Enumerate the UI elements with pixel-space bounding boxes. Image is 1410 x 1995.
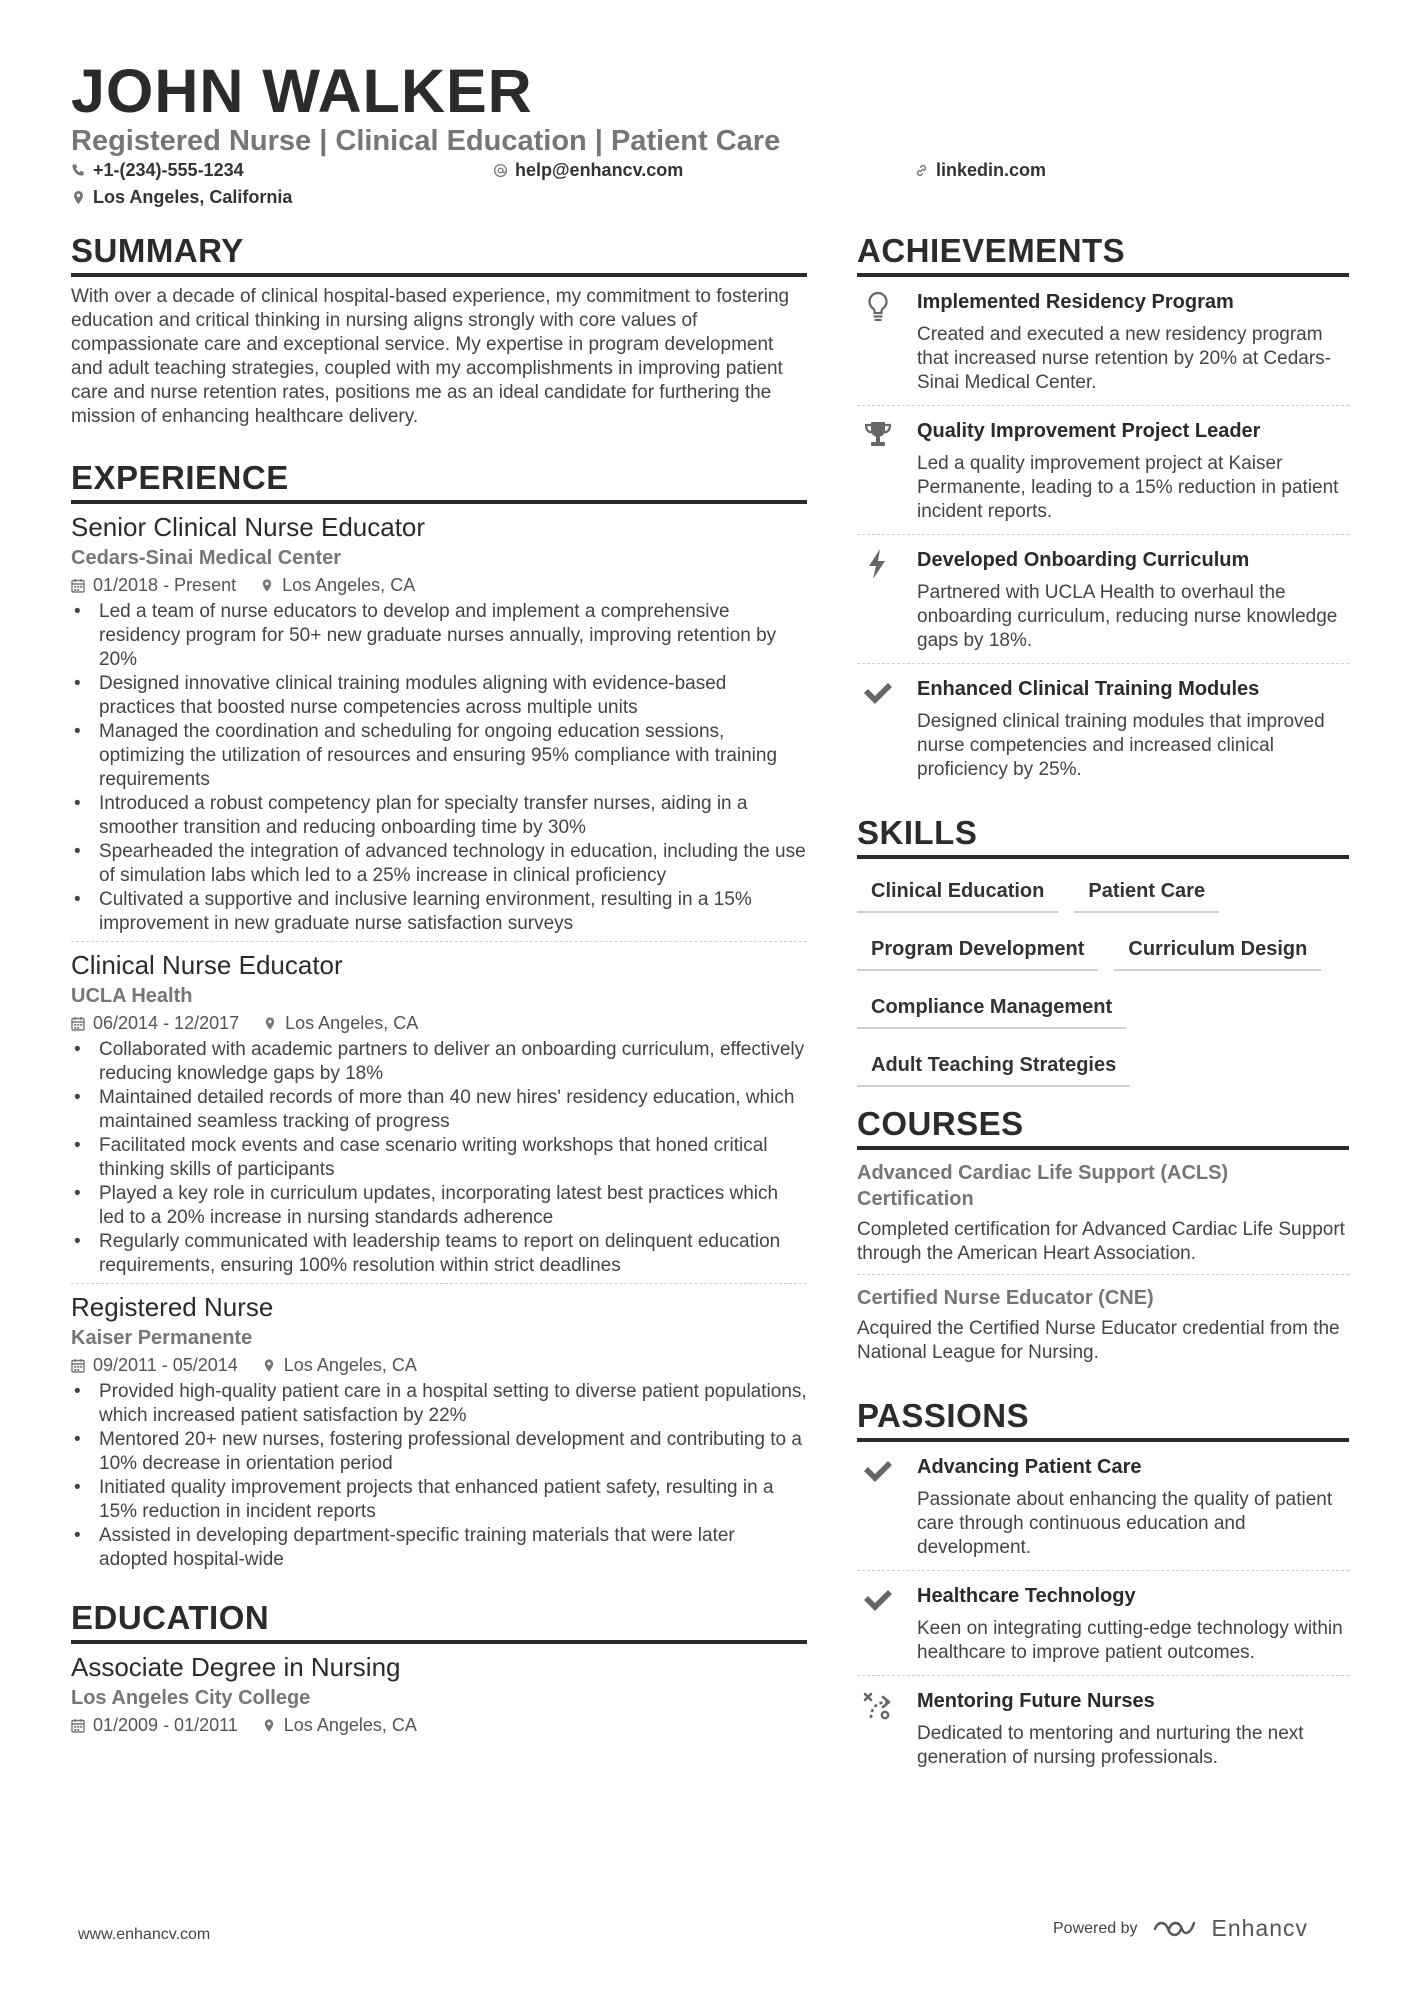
- lightning-icon: [861, 547, 895, 581]
- achievement-body: [917, 418, 1349, 524]
- headline: Registered Nurse | Clinical Education | Patient Care: [71, 125, 781, 157]
- job-dates-text: 09/2011 - 05/2014: [93, 1355, 238, 1375]
- checkmark-icon: [861, 1454, 895, 1488]
- company-name: Cedars-Sinai Medical Center: [71, 547, 342, 569]
- skills-heading: SKILLS: [857, 812, 1349, 859]
- course-description: Completed certification for Advanced Cardiac Life Support through the American Heart Association.: [857, 1219, 1345, 1264]
- contact-linkedin: [914, 159, 1046, 181]
- phone-icon: [71, 163, 86, 178]
- checkmark-icon: [861, 676, 895, 710]
- achievement-title: Quality Improvement Project Leader: [917, 420, 1261, 442]
- location-pin-icon: [262, 1718, 276, 1733]
- bullet-item: • Played a key role in curriculum updates, incorporating latest best practices which led to a 20% increase in nursing standards adherence: [71, 1182, 807, 1230]
- job-dates-text: 01/2018 - Present: [93, 575, 237, 595]
- calendar-icon: [71, 1016, 85, 1031]
- passion-description: Keen on integrating cutting-edge technology within healthcare to improve patient outcomes.: [917, 1618, 1343, 1663]
- achievements-list: [857, 277, 1349, 792]
- passion-icon-wrap: [857, 1454, 917, 1560]
- skill-tag: Compliance Management: [857, 985, 1126, 1029]
- education-location: [262, 1712, 417, 1738]
- bullet-item: • Spearheaded the integration of advanced technology in education, including the use of simulation labs which led to a 25% increase in clinical proficiency: [71, 840, 807, 888]
- course-item: [857, 1150, 1349, 1275]
- achievement-body: [917, 547, 1349, 653]
- linkedin-text[interactable]: linkedin.com: [936, 160, 1047, 180]
- passion-title: Healthcare Technology: [917, 1585, 1136, 1607]
- company-name: Kaiser Permanente: [71, 1327, 253, 1349]
- right-column: [857, 230, 1349, 1780]
- location-pin-icon: [71, 190, 86, 205]
- bullet-item: • Maintained detailed records of more than 40 new hires' residency education, which maintained seamless tracking of progress: [71, 1086, 807, 1134]
- passion-item: [857, 1442, 1349, 1571]
- job-location-text: Los Angeles, CA: [285, 1013, 419, 1033]
- passion-body: [917, 1688, 1349, 1770]
- education-dates-text: 01/2009 - 01/2011: [93, 1715, 238, 1735]
- job-bullets: [71, 1380, 807, 1572]
- bullet-item: • Led a team of nurse educators to develop and implement a comprehensive residency program for 50+ new graduate nurses annually, improving retention by 20%: [71, 600, 807, 672]
- passion-icon-wrap: [857, 1688, 917, 1770]
- job-dates: [71, 572, 236, 598]
- contact-phone: [71, 159, 244, 181]
- location-pin-icon: [262, 1358, 276, 1373]
- education-heading: EDUCATION: [71, 1597, 807, 1644]
- achievement-item: [857, 406, 1349, 535]
- job-dates: [71, 1352, 238, 1378]
- contact-location: [71, 186, 292, 208]
- passions-heading: PASSIONS: [857, 1395, 1349, 1442]
- passion-item: [857, 1571, 1349, 1676]
- bullet-item: • Regularly communicated with leadership teams to report on delinquent education requirements, ensuring 100% resolution within strict deadlines: [71, 1230, 807, 1278]
- courses-list: [857, 1150, 1349, 1373]
- achievement-description: Designed clinical training modules that improved nurse competencies and increased clinical proficiency by 25%.: [917, 711, 1325, 780]
- courses-heading: COURSES: [857, 1103, 1349, 1150]
- passion-body: [917, 1454, 1349, 1560]
- powered-by-label: Powered by: [1053, 1919, 1138, 1937]
- job-title: Senior Clinical Nurse Educator: [71, 512, 426, 542]
- experience-heading: EXPERIENCE: [71, 457, 807, 504]
- achievement-icon-wrap: [857, 289, 917, 395]
- link-icon: [914, 163, 929, 178]
- candidate-name: JOHN WALKER: [71, 57, 533, 125]
- brand-name: Enhancv: [1211, 1915, 1309, 1941]
- phone-text[interactable]: +1-(234)-555-1234: [93, 160, 244, 180]
- education-meta: [71, 1712, 807, 1738]
- education-entry: [71, 1644, 807, 1743]
- calendar-icon: [71, 578, 85, 593]
- calendar-icon: [71, 1358, 85, 1373]
- location-pin-icon: [263, 1016, 277, 1031]
- education-location-text: Los Angeles, CA: [283, 1715, 417, 1735]
- achievement-item: [857, 535, 1349, 664]
- bullet-item: • Cultivated a supportive and inclusive learning environment, resulting in a 15% improvement in new graduate nurse satisfaction surveys: [71, 888, 807, 936]
- company-name: UCLA Health: [71, 985, 193, 1007]
- course-item: [857, 1275, 1349, 1373]
- at-icon: [493, 163, 508, 178]
- achievement-description: Created and executed a new residency program that increased nurse retention by 20% at Cedars-Sinai Medical Center.: [917, 324, 1332, 393]
- contact-email: [493, 159, 683, 181]
- location-pin-icon: [260, 578, 274, 593]
- job-location: [263, 1010, 418, 1036]
- bullet-item: • Provided high-quality patient care in a hospital setting to diverse patient populations, which increased patient satisfaction by 22%: [71, 1380, 807, 1428]
- job-title: Registered Nurse: [71, 1292, 274, 1322]
- course-title: Certified Nurse Educator (CNE): [857, 1287, 1154, 1309]
- job-dates: [71, 1010, 239, 1036]
- bullet-item: • Managed the coordination and scheduling for ongoing education sessions, optimizing the utilization of resources and ensuring 95% compliance with training requirements: [71, 720, 807, 792]
- checkmark-icon: [861, 1583, 895, 1617]
- job-dates-text: 06/2014 - 12/2017: [93, 1013, 240, 1033]
- achievement-icon-wrap: [857, 547, 917, 653]
- education-dates: [71, 1712, 238, 1738]
- achievement-icon-wrap: [857, 676, 917, 782]
- job-location: [260, 572, 415, 598]
- achievements-heading: ACHIEVEMENTS: [857, 230, 1349, 277]
- lightbulb-icon: [861, 289, 895, 323]
- achievement-icon-wrap: [857, 418, 917, 524]
- bullet-item: • Mentored 20+ new nurses, fostering professional development and contributing to a 10% decrease in orientation period: [71, 1428, 807, 1476]
- passion-icon-wrap: [857, 1583, 917, 1665]
- bullet-item: • Assisted in developing department-specific training materials that were later adopted hospital-wide: [71, 1524, 807, 1572]
- passion-description: Passionate about enhancing the quality of patient care through continuous education and development.: [917, 1489, 1333, 1558]
- passion-description: Dedicated to mentoring and nurturing the next generation of nursing professionals.: [917, 1723, 1304, 1768]
- summary-text: With over a decade of clinical hospital-based experience, my commitment to fostering education and critical thinking in nursing aligns strongly with core values of compassionate care and exceptional service. My expertise in program development and adult teaching strategies, coupled with my accomplishments in improving patient care and nurse retention rates, positions me as an ideal candidate for furthering the mission of enhancing healthcare delivery.: [71, 286, 790, 427]
- trophy-icon: [861, 418, 895, 452]
- calendar-icon: [71, 1718, 85, 1733]
- school: Los Angeles City College: [71, 1687, 311, 1709]
- bullet-item: • Facilitated mock events and case scenario writing workshops that honed critical thinking skills of participants: [71, 1134, 807, 1182]
- enhancv-logo-icon: [1152, 1917, 1198, 1941]
- passion-title: Advancing Patient Care: [917, 1456, 1142, 1478]
- job-meta: [71, 1010, 807, 1036]
- footer-branding: [1053, 1915, 1308, 1942]
- passions-list: [857, 1442, 1349, 1780]
- degree: Associate Degree in Nursing: [71, 1652, 401, 1682]
- left-column: [71, 230, 807, 1743]
- job-bullets: [71, 600, 807, 936]
- experience-entry: [71, 1284, 807, 1577]
- achievement-title: Enhanced Clinical Training Modules: [917, 678, 1260, 700]
- course-description: Acquired the Certified Nurse Educator credential from the National League for Nursing.: [857, 1318, 1340, 1363]
- achievement-description: Partnered with UCLA Health to overhaul the onboarding curriculum, reducing nurse knowledge gaps by 18%.: [917, 582, 1338, 651]
- bullet-item: • Introduced a robust competency plan for specialty transfer nurses, aiding in a smoother transition and reducing onboarding time by 30%: [71, 792, 807, 840]
- skill-tag: Curriculum Design: [1114, 927, 1321, 971]
- achievement-description: Led a quality improvement project at Kaiser Permanente, leading to a 15% reduction in patient incident reports.: [917, 453, 1339, 522]
- passion-title: Mentoring Future Nurses: [917, 1690, 1155, 1712]
- skill-tag: Adult Teaching Strategies: [857, 1043, 1130, 1087]
- job-title: Clinical Nurse Educator: [71, 950, 343, 980]
- job-meta: [71, 572, 807, 598]
- experience-entry: [71, 942, 807, 1284]
- achievement-item: [857, 277, 1349, 406]
- footer-website[interactable]: www.enhancv.com: [78, 1926, 211, 1943]
- achievement-title: Developed Onboarding Curriculum: [917, 549, 1250, 571]
- bullet-item: • Initiated quality improvement projects that enhanced patient safety, resulting in a 15% reduction in incident reports: [71, 1476, 807, 1524]
- summary-heading: SUMMARY: [71, 230, 807, 277]
- achievement-body: [917, 676, 1349, 782]
- experience-entry: [71, 504, 807, 942]
- experience-list: [71, 504, 807, 1577]
- passion-body: [917, 1583, 1349, 1665]
- skill-tag: Program Development: [857, 927, 1098, 971]
- skills-list: [857, 859, 1349, 1101]
- achievement-title: Implemented Residency Program: [917, 291, 1234, 313]
- bullet-item: • Collaborated with academic partners to deliver an onboarding curriculum, effectively reducing knowledge gaps by 18%: [71, 1038, 807, 1086]
- job-location: [262, 1352, 417, 1378]
- course-title: Advanced Cardiac Life Support (ACLS) Certification: [857, 1162, 1229, 1210]
- job-bullets: [71, 1038, 807, 1278]
- strategy-icon: [861, 1688, 895, 1722]
- job-location-text: Los Angeles, CA: [282, 575, 416, 595]
- achievement-body: [917, 289, 1349, 395]
- passion-item: [857, 1676, 1349, 1780]
- location-text: Los Angeles, California: [93, 187, 293, 207]
- skill-tag: Clinical Education: [857, 869, 1058, 913]
- bullet-item: • Designed innovative clinical training modules aligning with evidence-based practices that boosted nurse competencies across multiple units: [71, 672, 807, 720]
- job-meta: [71, 1352, 807, 1378]
- achievement-item: [857, 664, 1349, 792]
- job-location-text: Los Angeles, CA: [283, 1355, 417, 1375]
- skill-tag: Patient Care: [1074, 869, 1219, 913]
- email-text[interactable]: help@enhancv.com: [515, 160, 684, 180]
